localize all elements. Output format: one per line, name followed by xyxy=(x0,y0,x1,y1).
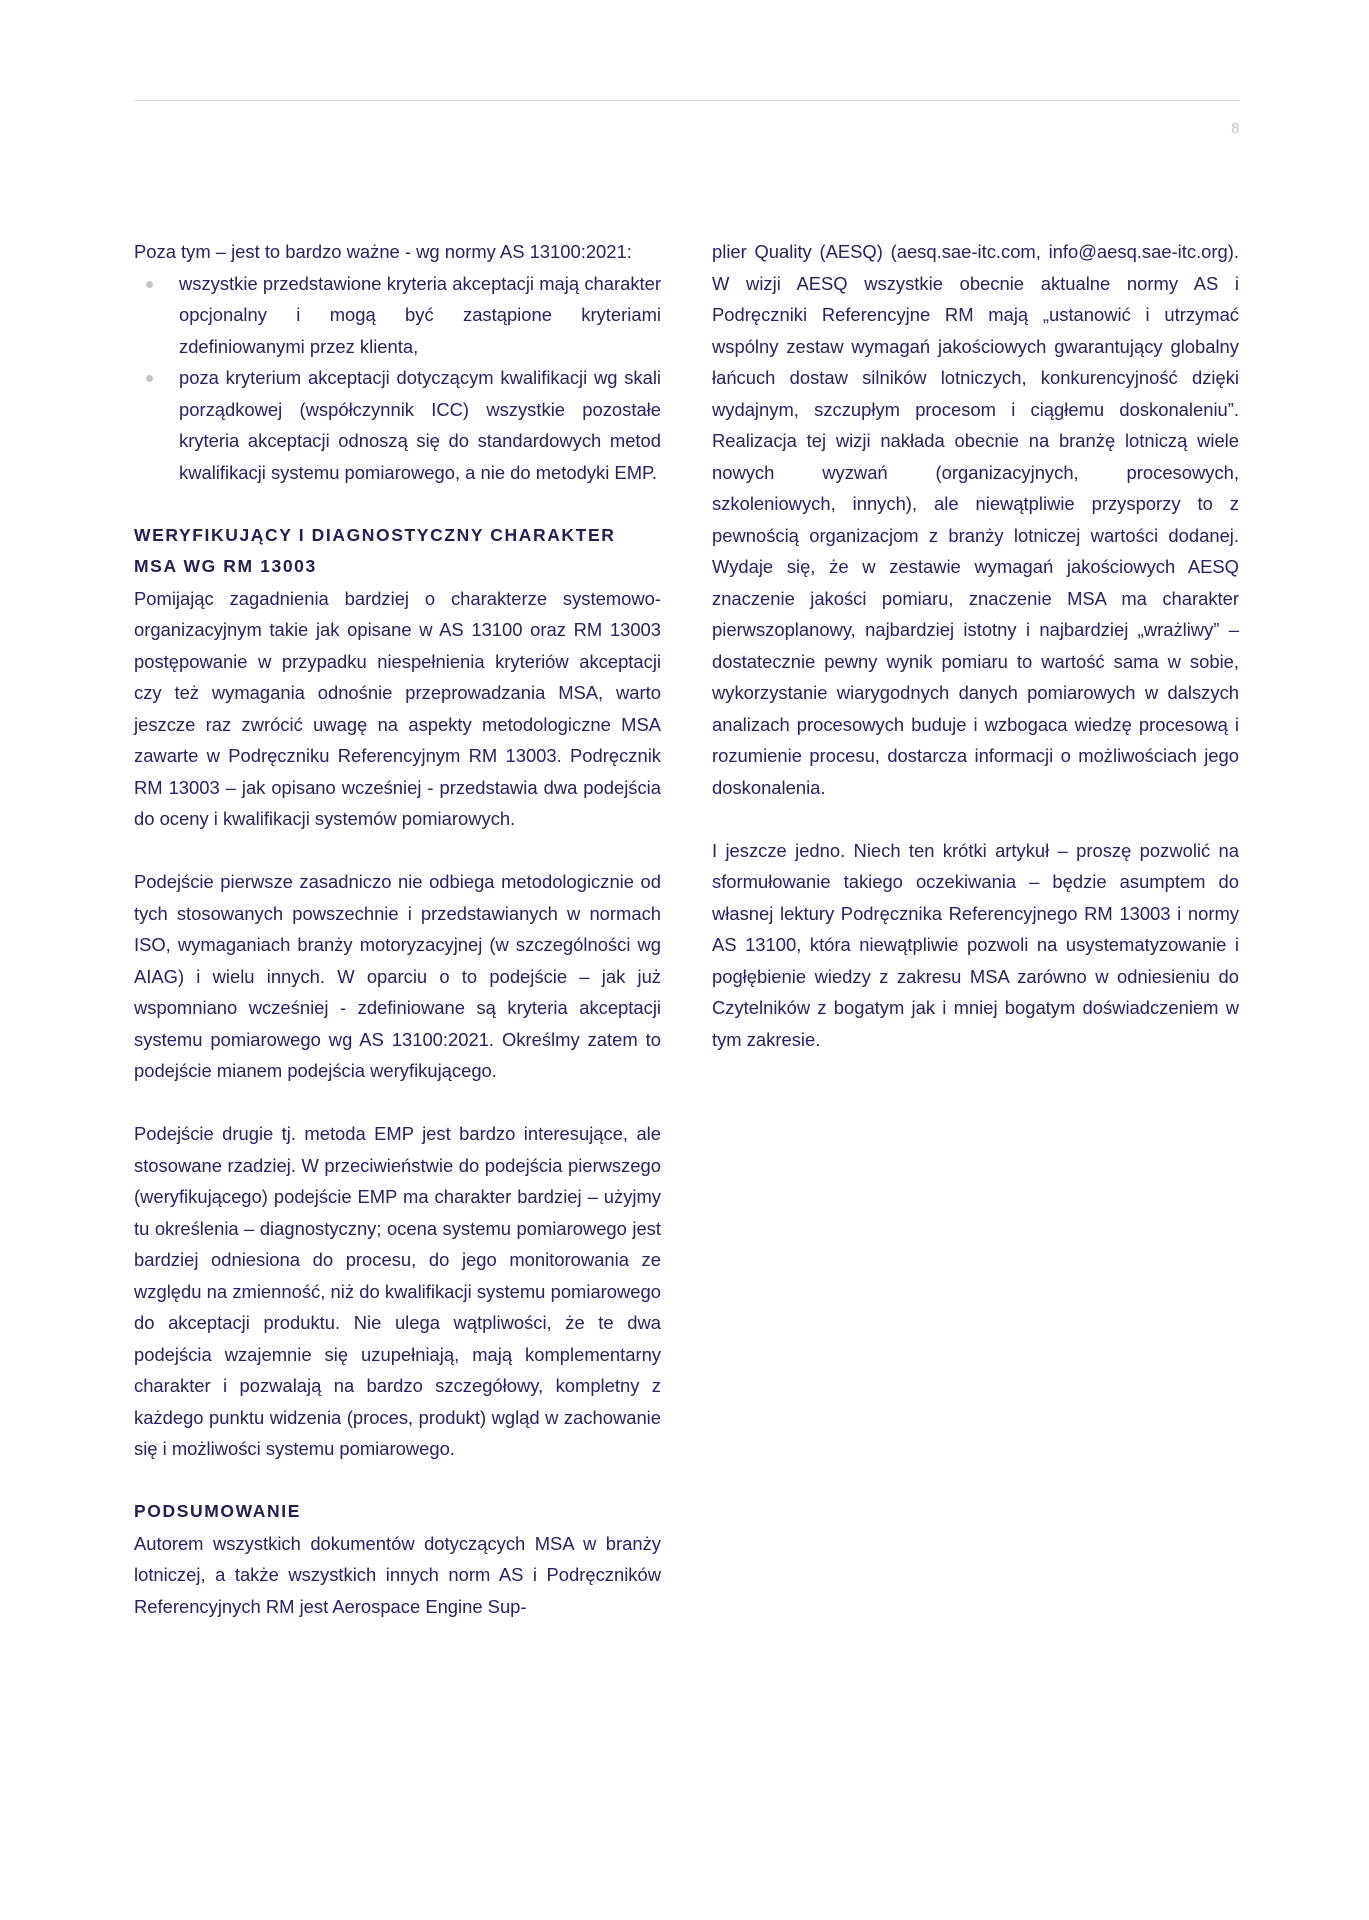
section-heading: PODSUMOWANIE xyxy=(134,1501,301,1521)
header-rule xyxy=(134,100,1240,101)
body-paragraph: Autorem wszystkich dokumentów dotyczących MSA w branży lotniczej, a także wszystkich innych norm AS i Podręczników Referencyjnych RM jest Aerospace Engine Sup- xyxy=(134,1532,661,1617)
right-column xyxy=(712,236,1239,1055)
list-item-text: poza kryterium akceptacji dotyczącym kwalifikacji wg skali porządkowej (współczynnik ICC) wszystkie pozostałe kryteria akceptacji odnoszą się do standardowych metod kwalifikacji systemu pomiarowego, a nie do metodyki EMP. xyxy=(179,367,661,483)
left-column xyxy=(134,236,661,1622)
page-number: 8 xyxy=(1231,120,1240,137)
body-paragraph: Podejście drugie tj. metoda EMP jest bardzo interesujące, ale stosowane rzadziej. W przeciwieństwie do podejścia pierwszego (weryfikującego) podejście EMP ma charakter bardziej – użyjmy tu określenia – diagnostyczny; ocena systemu pomiarowego jest bardziej odniesiona do procesu, do jego monitorowania ze względu na zmienność, niż do kwalifikacji systemu pomiarowego do akceptacji produktu. Nie ulega wątpliwości, że te dwa podejścia wzajemnie się uzupełniają, mają komplementarny charakter i pozwalają na bardzo szczegółowy, kompletny z każdego punktu widzenia (proces, produkt) wgląd w zachowanie się i możliwości systemu pomiarowego. xyxy=(134,1123,661,1459)
list-item xyxy=(134,268,661,363)
intro-paragraph: Poza tym – jest to bardzo ważne - wg normy AS 13100:2021: xyxy=(134,241,632,262)
body-paragraph: Podejście pierwsze zasadniczo nie odbiega metodologicznie od tych stosowanych powszechnie i przedstawianych w normach ISO, wymaganiach branży motoryzacyjnej (w szczególności wg AIAG) i wielu innych. W oparciu o to podejście – jak już wspomniano wcześniej - zdefiniowane są kryteria akceptacji systemu pomiarowego wg AS 13100:2021. Określmy zatem to podejście mianem podejścia weryfikującego. xyxy=(134,871,661,1081)
list-item-text: wszystkie przedstawione kryteria akceptacji mają charakter opcjonalny i mogą być zastąpione kryteriami zdefiniowanymi przez klienta, xyxy=(179,272,661,357)
body-paragraph: Pomijając zagadnienia bardziej o charakterze systemowo-organizacyjnym takie jak opisane w AS 13100 oraz RM 13003 postępowanie w przypadku niespełnienia kryteriów akceptacji czy też wymagania odnośnie przeprowadzania MSA, warto jeszcze raz zwrócić uwagę na aspekty metodologiczne MSA zawarte w Podręczniku Referencyjnym RM 13003. Podręcznik RM 13003 – jak opisano wcześniej - przedstawia dwa podejścia do oceny i kwalifikacji systemów pomiarowych. xyxy=(134,587,661,829)
criteria-list xyxy=(134,268,661,489)
body-paragraph: I jeszcze jedno. Niech ten krótki artykuł – proszę pozwolić na sformułowanie takiego oczekiwania – będzie asumptem do własnej lektury Podręcznika Referencyjnego RM 13003 i normy AS 13100, która niewątpliwie pozwoli na usystematyzowanie i pogłębienie wiedzy z zakresu MSA zarówno w odniesieniu do Czytelników z bogatym jak i mniej bogatym doświadczeniem w tym zakresie. xyxy=(712,839,1239,1050)
bullet-icon xyxy=(146,375,153,382)
list-item xyxy=(134,362,661,488)
bullet-icon xyxy=(146,281,153,288)
body-paragraph: plier Quality (AESQ) (aesq.sae-itc.com, info@aesq.sae-itc.org). W wizji AESQ wszystkie obecnie aktualne normy AS i Podręczniki Referencyjne RM mają „ustanowić i utrzymać wspólny zestaw wymagań jakościowych gwarantujący globalny łańcuch dostaw silników lotniczych, konkurencyjność dzięki wydajnym, szczupłym procesom i ciągłemu doskonaleniu”. Realizacja tej wizji nakłada obecnie na branżę lotniczą wiele nowych wyzwań (organizacyjnych, procesowych, szkoleniowych, innych), ale niewątpliwie przysporzy to z pewnością organizacjom z branży lotniczej wartości dodanej. Wydaje się, że w zestawie wymagań jakościowych AESQ znaczenie jakości pomiaru, znaczenie MSA ma charakter pierwszoplanowy, najbardziej istotny i najbardziej „wrażliwy” – dostatecznie pewny wynik pomiaru to wartość sama w sobie, wykorzystanie wiarygodnych danych pomiarowych w dalszych analizach procesowych buduje i wzbogaca wiedzę procesową i rozumienie procesu, dostarcza informacji o możliwościach jego doskonalenia. xyxy=(712,241,1239,798)
section-heading: WERYFIKUJĄCY I DIAGNOSTYCZNY CHARAKTER MSA WG RM 13003 xyxy=(134,524,616,576)
